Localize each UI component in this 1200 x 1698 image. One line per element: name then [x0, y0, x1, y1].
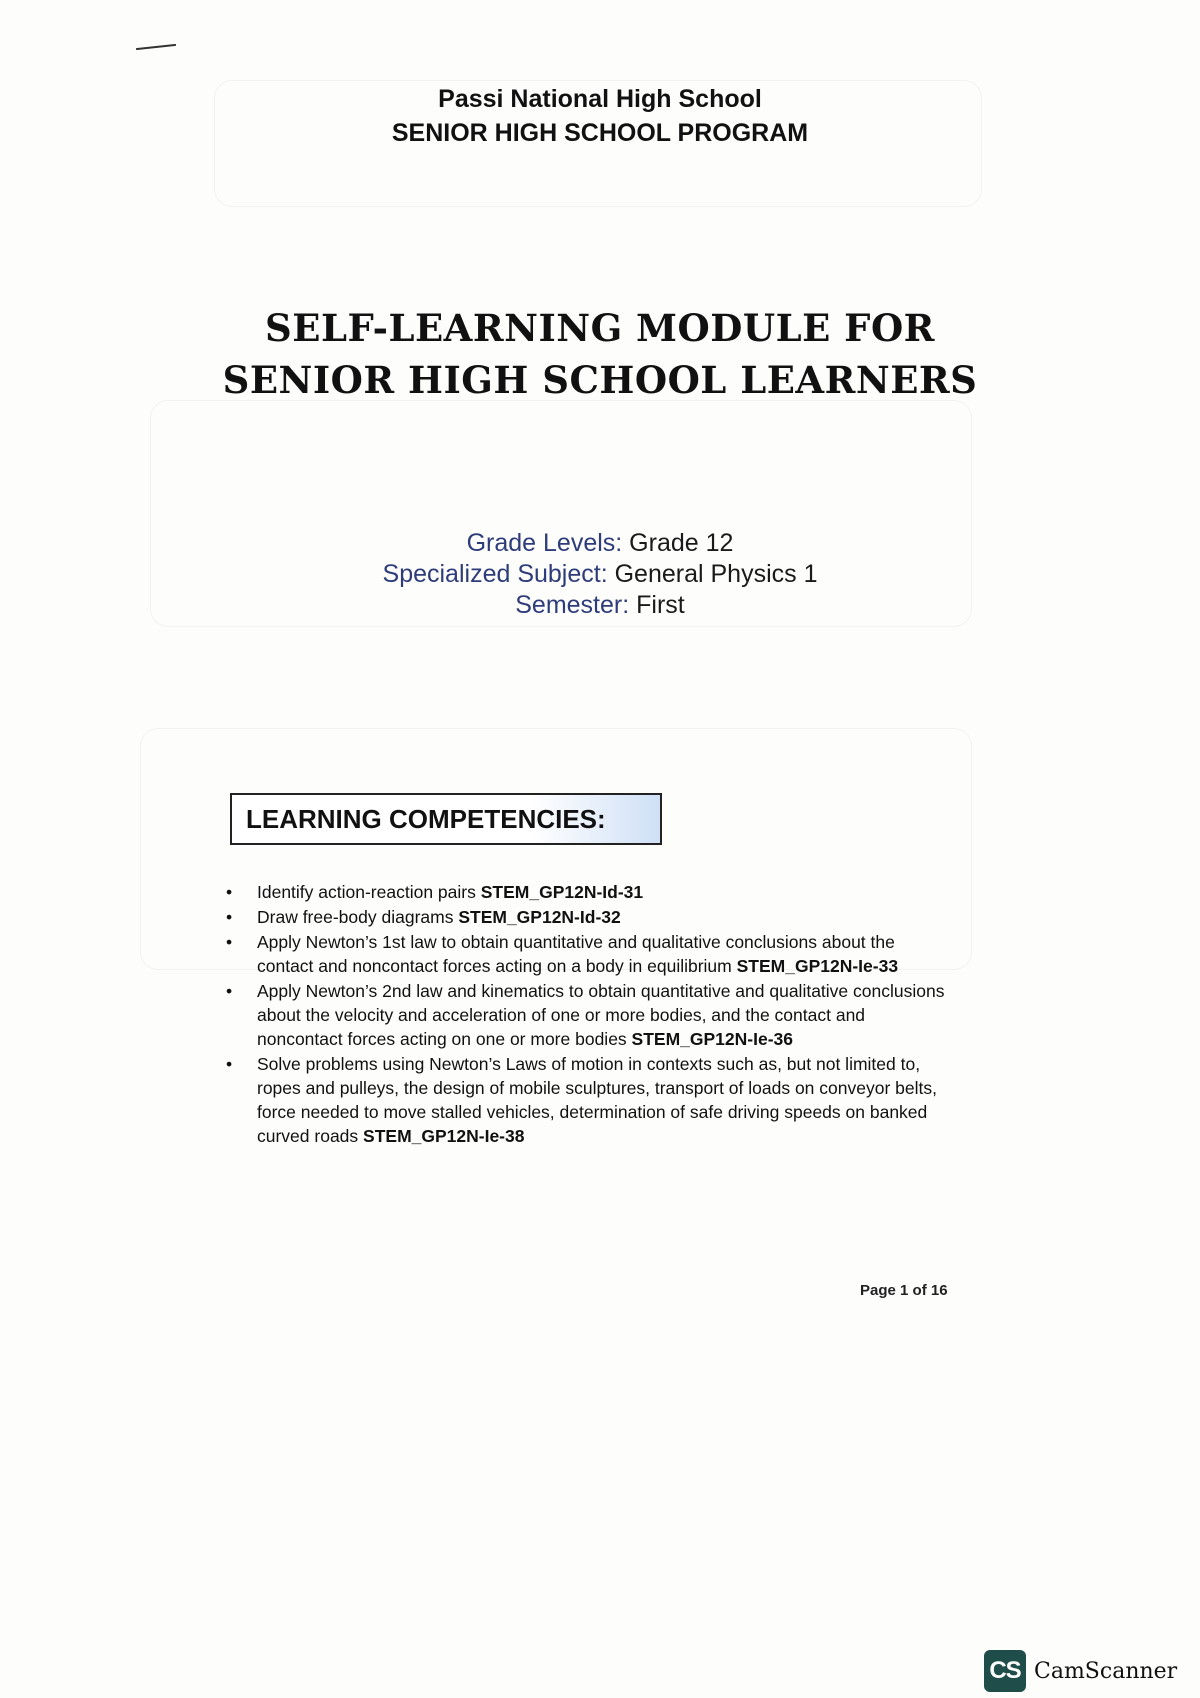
- competency-text: Solve problems using Newton’s Laws of motion in contexts such as, but not limited to, ropes and pulleys, the design of mobile sculptures, transport of loads on conveyor belts, force needed to move stalled vehicles, determination of safe driving speeds on banked curved roads: [257, 1054, 937, 1146]
- module-meta: [0, 528, 1200, 621]
- semester-label: Semester:: [515, 591, 630, 619]
- grade-level-value: Grade 12: [629, 529, 734, 557]
- competency-code: STEM_GP12N-Ie-38: [363, 1126, 525, 1146]
- page-number: Page 1 of 16: [860, 1282, 948, 1299]
- module-title-line2: SENIOR HIGH SCHOOL LEARNERS: [222, 358, 978, 402]
- competency-code: STEM_GP12N-Ie-36: [631, 1029, 793, 1049]
- module-title-line1: SELF-LEARNING MODULE FOR: [265, 306, 935, 350]
- list-item: [222, 930, 952, 978]
- camscanner-watermark: [984, 1650, 1177, 1692]
- subject-value: General Physics 1: [614, 560, 818, 588]
- list-item: [222, 880, 952, 904]
- competency-code: STEM_GP12N-Id-32: [458, 907, 621, 927]
- competency-code: STEM_GP12N-Id-31: [480, 882, 644, 902]
- module-title: [0, 302, 1200, 406]
- bullet-icon: •: [226, 882, 233, 902]
- competency-text: Apply Newton’s 1st law to obtain quantitative and qualitative conclusions about the contact and noncontact forces acting on a body in equilibrium: [257, 932, 895, 976]
- bullet-icon: •: [226, 1054, 233, 1074]
- school-header: [0, 82, 1200, 150]
- semester-row: [0, 590, 1200, 621]
- program-name: SENIOR HIGH SCHOOL PROGRAM: [391, 119, 809, 147]
- competency-text: Identify action-reaction pairs: [257, 882, 481, 902]
- subject-label: Specialized Subject:: [382, 560, 608, 588]
- semester-value: First: [636, 591, 685, 619]
- camscanner-logo-icon: CS: [984, 1650, 1026, 1692]
- competency-code: STEM_GP12N-Ie-33: [736, 956, 899, 976]
- competency-text: Apply Newton’s 2nd law and kinematics to obtain quantitative and qualitative conclusions about the velocity and acceleration of one or more bodies, and the contact and noncontact forces acting on one or more bodies: [257, 981, 945, 1049]
- scan-mark: [136, 44, 176, 50]
- list-item: [222, 979, 952, 1051]
- list-item: [222, 905, 952, 929]
- list-item: [222, 1052, 952, 1148]
- competencies-heading-text: LEARNING COMPETENCIES:: [246, 803, 606, 834]
- competencies-list: [222, 880, 952, 1149]
- grade-level-label: Grade Levels:: [466, 529, 623, 557]
- bullet-icon: •: [226, 981, 233, 1001]
- competency-text: Draw free-body diagrams: [257, 907, 459, 927]
- bullet-icon: •: [226, 932, 233, 952]
- subject-row: [0, 559, 1200, 590]
- school-name: Passi National High School: [438, 85, 762, 113]
- competencies-heading: [230, 793, 662, 845]
- camscanner-brand: CamScanner: [1034, 1658, 1178, 1684]
- bullet-icon: •: [226, 907, 233, 927]
- grade-level-row: [0, 528, 1200, 559]
